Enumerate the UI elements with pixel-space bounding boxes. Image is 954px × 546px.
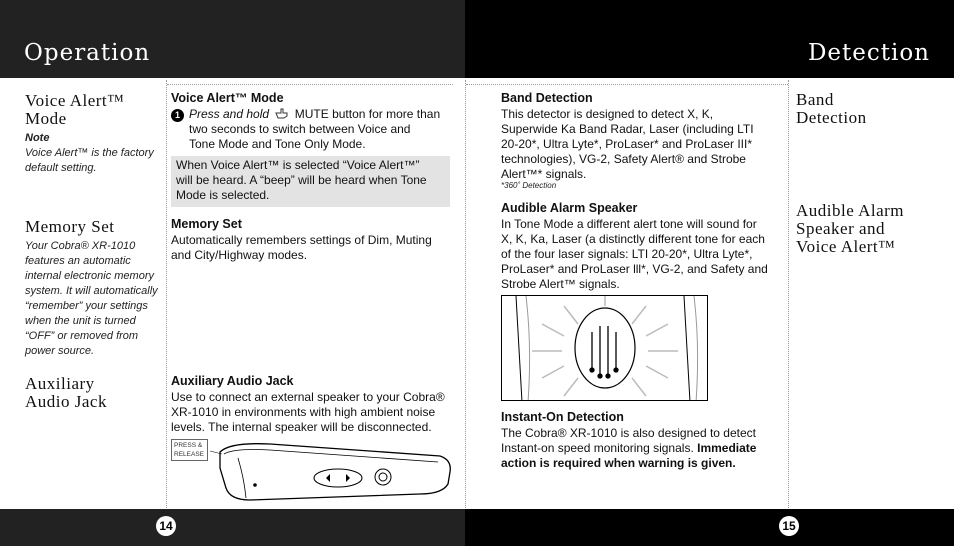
section-title-aux-jack: Auxiliary Audio Jack	[171, 374, 294, 388]
instant-on-body: The Cobra® XR-1010 is also designed to detect Instant-on speed monitoring signals. Immediate action is required when warning is given.	[501, 426, 757, 470]
section-title-instant-on: Instant-On Detection	[501, 410, 624, 424]
footer-bar-right	[465, 509, 954, 546]
aux-jack-body: Use to connect an external speaker to your Cobra® XR-1010 in environments with high ambient noise levels. The internal speaker will be disconnected.	[171, 390, 445, 434]
section-title-memory-set: Memory Set	[171, 217, 242, 231]
sidebar-heading-alarm-speaker: Audible Alarm Speaker and Voice Alert™	[796, 201, 905, 256]
top-rule-right	[466, 84, 788, 85]
press-release-label: PRESS & RELEASE	[171, 439, 208, 461]
sidebar-note: Note Voice Alert™ is the factory default setting.	[25, 132, 154, 174]
step-line-2: two seconds to switch between Voice and	[189, 122, 411, 136]
sidebar-heading-memory-set: Memory Set	[25, 217, 115, 236]
speaker-illustration	[501, 295, 708, 401]
band-footnote: *360˚ Detection	[501, 181, 557, 190]
step-number-badge: 1	[171, 109, 184, 122]
section-title-alarm-speaker: Audible Alarm Speaker	[501, 201, 638, 215]
page-title-operation: Operation	[24, 40, 151, 66]
sidebar-memory-note: Your Cobra® XR-1010 features an automatic internal electronic memory system. It will automatically “remember” your settings when the unit is turned “OFF” or removed from power source.	[25, 240, 158, 357]
column-divider-left	[166, 80, 167, 508]
page-title-detection: Detection	[807, 40, 930, 66]
section-title-voice-alert: Voice Alert™ Mode	[171, 91, 284, 105]
sidebar-heading-voice-alert: Voice Alert™ Mode	[25, 91, 125, 128]
device-side-illustration	[210, 438, 455, 504]
step-line-1: Press and hold MUTE button for more than	[189, 107, 441, 121]
header-bar-right	[465, 0, 954, 78]
page-divider	[465, 80, 466, 508]
sidebar-heading-band-detection: Band Detection	[796, 90, 867, 127]
sidebar-heading-aux-jack: Auxiliary Audio Jack	[25, 374, 107, 411]
column-divider-right	[788, 80, 789, 508]
header-bar-left	[0, 0, 465, 78]
page-number-right: 15	[779, 516, 799, 536]
top-rule-left	[167, 84, 453, 85]
voice-alert-info-box: When Voice Alert™ is selected “Voice Alert™” will be heard. A “beep” will be heard when Tone Mode is selected.	[171, 156, 450, 207]
memory-set-body: Automatically remembers settings of Dim, Muting and City/Highway modes.	[171, 233, 432, 262]
footer-bar-left	[0, 509, 465, 546]
step-line-3: Tone Mode and Tone Only Mode.	[189, 137, 366, 151]
band-detection-body: This detector is designed to detect X, K, Superwide Ka Band Radar, Laser (including LTI 20-20*, Ultra Lyte*, ProLaser* and ProLaser III* technologies), VG-2, Safety Alert® and Strobe Alert™* signals.	[501, 107, 754, 181]
section-title-band-detection: Band Detection	[501, 91, 593, 105]
mute-hand-icon	[275, 107, 288, 119]
page-number-left: 14	[156, 516, 176, 536]
alarm-speaker-body: In Tone Mode a different alert tone will sound for X, K, Ka, Laser (a distinctly different tone for each of the four laser signals: LTI 20-20*, Ultra Lyte*, ProLaser* and ProLaser lll*, VG-2, and Safety and Strobe Alert™ signals.	[501, 217, 768, 291]
